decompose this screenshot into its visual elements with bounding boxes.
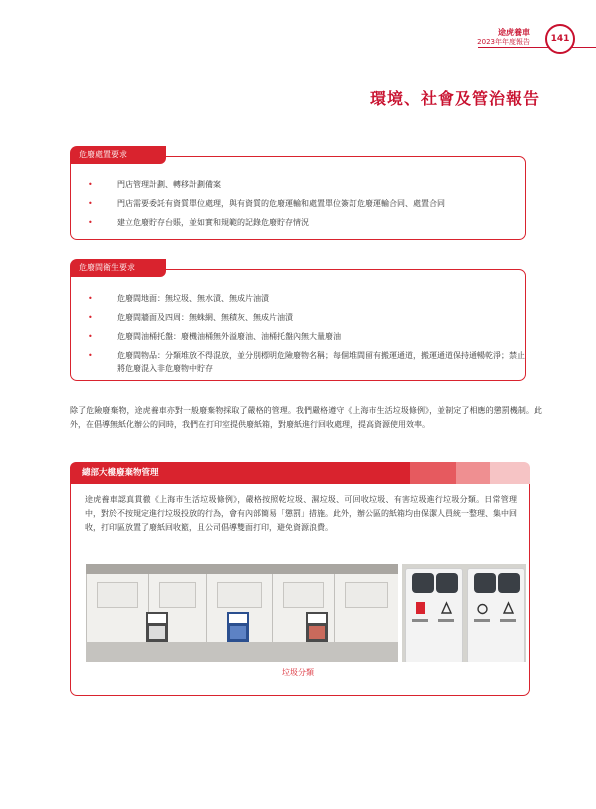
section-title: 環境、社會及管治報告 — [369, 89, 540, 108]
list-item: • 門店管理計劃、轉移計劃備案 — [71, 178, 525, 191]
food-waste-symbol-icon — [476, 601, 489, 616]
page-number-badge — [545, 24, 575, 54]
recycle-bin-left — [405, 568, 463, 662]
hazard-label-icon — [306, 612, 328, 642]
brand-name: 途虎養車 — [498, 28, 530, 37]
green-office-header — [70, 462, 530, 484]
hazard-disposal-list — [71, 178, 525, 235]
green-office-title: 總部大樓廢棄物管理 — [82, 468, 159, 478]
hazard-hygiene-list — [71, 292, 525, 381]
hazard-symbol-icon — [414, 601, 427, 616]
list-item: • 危廢間油桶托盤：廢機油桶無外溢廢油、油桶托盤內無大量廢油 — [71, 330, 525, 343]
hazard-disposal-box — [70, 150, 526, 240]
hazard-hygiene-box — [70, 263, 526, 381]
hazard-disposal-title: 危廢處置要求 — [70, 146, 166, 164]
list-item: • 建立危廢貯存台賬，並如實和規範的記錄危廢貯存情況 — [71, 216, 525, 229]
green-office-text: 途虎養車認真貫徹《上海市生活垃圾條例》，嚴格按照乾垃圾、濕垃圾、可回收垃圾、有害垃圾進行垃圾分類。日常管理中，對於不按規定進行垃圾投放的行為，會有內部簡易「懲罰」措施。此外，辦公區的紙箱均由保潔人員統一整理、集中回收，打印區放置了廢紙回收籃，且公司倡導雙面打印，避免資源浪費。 — [85, 495, 517, 532]
bins-photo — [402, 564, 526, 662]
list-item: • 危廢間物品：分類堆放不得混放，並分別標明危險廢物名稱；每個堆間留有搬運通道，搬運通道保持通暢乾淨；禁止將危廢混入非危廢物中貯存 — [71, 349, 525, 375]
header-rule — [478, 47, 596, 48]
recycle-bin-right — [467, 568, 525, 662]
page-number: 141 — [550, 34, 570, 44]
hazard-hygiene-title: 危廢間衛生要求 — [70, 259, 166, 277]
list-item: • 門店需要委託有資質單位處理，與有資質的危廢運輸和處置單位簽訂危廢運輸合同、處置合同 — [71, 197, 525, 210]
recycle-label-icon — [227, 612, 249, 642]
body-paragraph: 除了危險廢棄物，途虎養車亦對一般廢棄物採取了嚴格的管理。我們嚴格遵守《上海市生活垃圾條例》，並制定了相應的懲罰機制。此外，在倡導無紙化辦公的同時，我們在打印室提供廢紙箱，對廢紙進行回收處理，提高資源使用效率。 — [70, 406, 542, 429]
recycle-symbol-icon — [440, 601, 453, 616]
list-item: • 危廢間地面：無垃圾、無水漬、無成片油漬 — [71, 292, 525, 305]
recycle-symbol-icon — [502, 601, 515, 616]
cabinet-photo — [86, 564, 398, 662]
waste-label-icon — [146, 612, 168, 642]
report-year: 2023年年度報告 — [477, 38, 530, 46]
header-brand — [477, 28, 530, 47]
list-item: • 危廢間牆面及四周：無蛛網、無積灰、無成片油漬 — [71, 311, 525, 324]
photo-caption: 垃圾分類 — [282, 668, 314, 677]
